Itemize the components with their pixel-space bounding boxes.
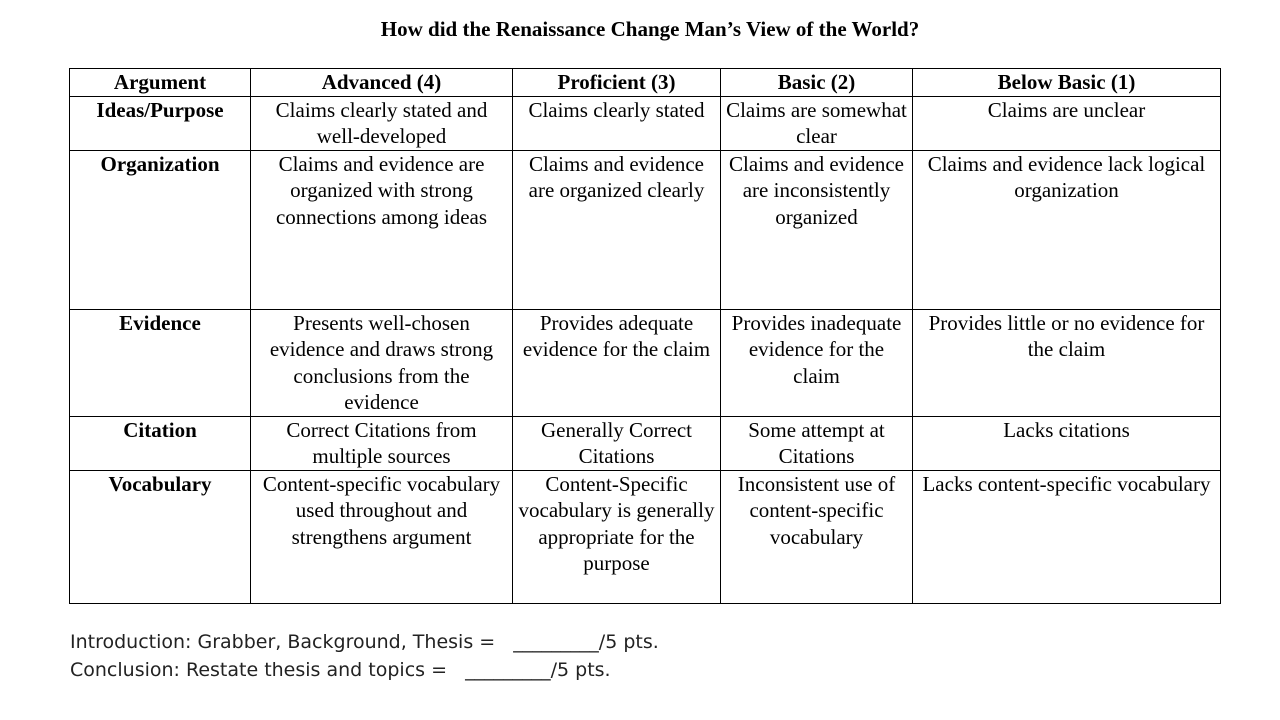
column-header-basic: Basic (2) <box>721 69 913 97</box>
criterion-label: Ideas/Purpose <box>70 96 251 150</box>
rubric-cell: Claims and evidence lack logical organization <box>913 150 1221 309</box>
rubric-cell: Inconsistent use of content-specific vocabulary <box>721 470 913 603</box>
criterion-label: Citation <box>70 416 251 470</box>
introduction-score-line: Introduction: Grabber, Background, Thesis = _________/5 pts. <box>70 631 659 653</box>
criterion-label: Vocabulary <box>70 470 251 603</box>
rubric-cell: Provides adequate evidence for the claim <box>513 309 721 416</box>
table-row <box>70 470 1221 603</box>
column-header-argument: Argument <box>70 69 251 97</box>
document-title: How did the Renaissance Change Man’s View of the World? <box>380 17 920 41</box>
rubric-cell: Provides little or no evidence for the claim <box>913 309 1221 416</box>
table-row <box>70 96 1221 150</box>
conclusion-score-line: Conclusion: Restate thesis and topics = _________/5 pts. <box>70 659 611 681</box>
rubric-cell: Claims and evidence are organized clearly <box>513 150 721 309</box>
column-header-below-basic: Below Basic (1) <box>913 69 1221 97</box>
rubric-cell: Some attempt at Citations <box>721 416 913 470</box>
rubric-cell: Content-specific vocabulary used throughout and strengthens argument <box>251 470 513 603</box>
table-row <box>70 150 1221 309</box>
criterion-label: Organization <box>70 150 251 309</box>
rubric-cell: Claims are unclear <box>913 96 1221 150</box>
rubric-cell: Provides inadequate evidence for the claim <box>721 309 913 416</box>
rubric-cell: Claims and evidence are organized with strong connections among ideas <box>251 150 513 309</box>
criterion-label: Evidence <box>70 309 251 416</box>
rubric-table <box>69 68 1221 604</box>
table-row <box>70 416 1221 470</box>
rubric-cell: Claims and evidence are inconsistently organized <box>721 150 913 309</box>
rubric-cell: Lacks content-specific vocabulary <box>913 470 1221 603</box>
rubric-cell: Generally Correct Citations <box>513 416 721 470</box>
rubric-cell: Presents well-chosen evidence and draws strong conclusions from the evidence <box>251 309 513 416</box>
column-header-proficient: Proficient (3) <box>513 69 721 97</box>
column-header-advanced: Advanced (4) <box>251 69 513 97</box>
scoring-footer <box>70 628 659 684</box>
rubric-cell: Claims clearly stated and well-developed <box>251 96 513 150</box>
rubric-cell: Correct Citations from multiple sources <box>251 416 513 470</box>
rubric-cell: Lacks citations <box>913 416 1221 470</box>
rubric-cell: Claims clearly stated <box>513 96 721 150</box>
table-header-row <box>70 69 1221 97</box>
rubric-cell: Content-Specific vocabulary is generally appropriate for the purpose <box>513 470 721 603</box>
rubric-cell: Claims are somewhat clear <box>721 96 913 150</box>
table-row <box>70 309 1221 416</box>
